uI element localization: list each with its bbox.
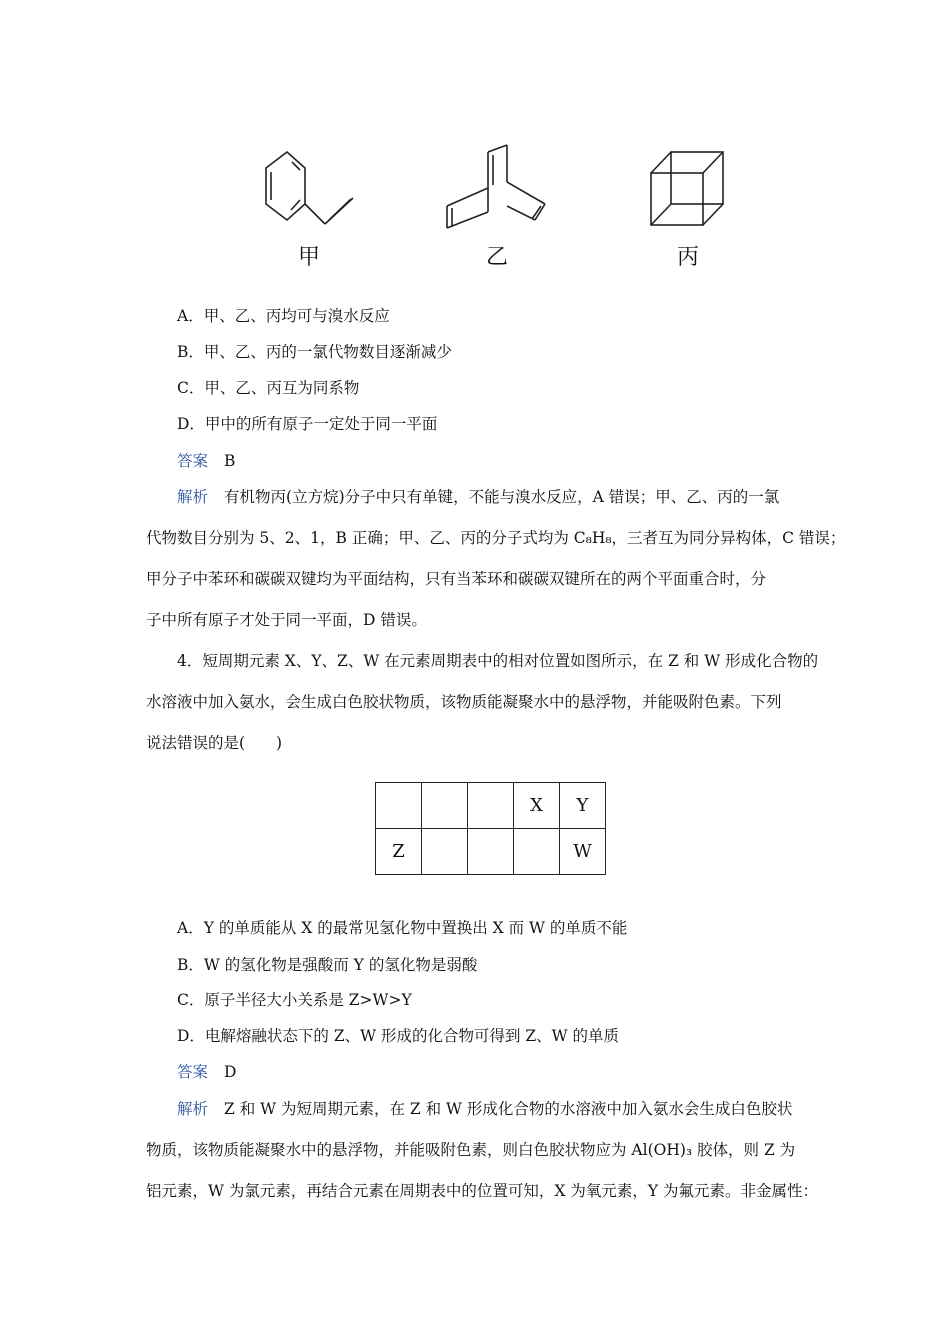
q3-answer-value: B xyxy=(224,452,236,470)
table-cell xyxy=(468,783,514,829)
q4-answer-value: D xyxy=(224,1063,237,1081)
q3-analysis-text-1: 有机物丙(立方烷)分子中只有单键，不能与溴水反应，A 错误；甲、乙、丙的一氯 xyxy=(224,488,780,506)
q4-stem-line-1: 4．短周期元素 X、Y、Z、W 在元素周期表中的相对位置如图所示，在 Z 和 W 形成化合物的 xyxy=(177,652,819,670)
q4-option-b: B．W 的氢化物是强酸而 Y 的氢化物是弱酸 xyxy=(177,956,478,974)
q4-option-c: C．原子半径大小关系是 Z>W>Y xyxy=(177,991,412,1009)
table-cell: X xyxy=(514,783,560,829)
q4-answer-label: 答案 xyxy=(177,1063,209,1081)
q3-analysis-line-4: 子中所有原子才处于同一平面，D 错误。 xyxy=(146,611,427,629)
q4-option-a: A．Y 的单质能从 X 的最常见氢化物中置换出 X 而 W 的单质不能 xyxy=(177,919,628,937)
table-row xyxy=(376,783,606,829)
q3-analysis-line-2: 代物数目分别为 5、2、1，B 正确；甲、乙、丙的分子式均为 C₈H₈，三者互为同分异构体，C 错误； xyxy=(146,529,846,547)
cubane-structure xyxy=(651,152,723,225)
figure-label-bing: 丙 xyxy=(677,245,700,270)
q3-analysis-label: 解析 xyxy=(177,488,209,506)
q3-option-a: A．甲、乙、丙均可与溴水反应 xyxy=(177,307,390,325)
periodic-table-fragment xyxy=(375,782,606,875)
table-row xyxy=(376,829,606,875)
table-cell: W xyxy=(560,829,606,875)
styrene-structure xyxy=(266,152,353,224)
table-cell: Z xyxy=(376,829,422,875)
q3-option-b: B．甲、乙、丙的一氯代物数目逐渐减少 xyxy=(177,343,452,361)
table-cell xyxy=(422,783,468,829)
q4-stem-line-3: 说法错误的是( ) xyxy=(146,734,283,752)
q3-option-d: D．甲中的所有原子一定处于同一平面 xyxy=(177,415,438,433)
table-cell xyxy=(514,829,560,875)
q3-answer xyxy=(177,451,235,471)
q4-answer xyxy=(177,1062,236,1082)
table-cell xyxy=(468,829,514,875)
q4-analysis-label: 解析 xyxy=(177,1100,209,1118)
barrelene-structure xyxy=(447,145,545,228)
q4-option-d: D．电解熔融状态下的 Z、W 形成的化合物可得到 Z、W 的单质 xyxy=(177,1027,620,1045)
q4-analysis-text-1: Z 和 W 为短周期元素，在 Z 和 W 形成化合物的水溶液中加入氨水会生成白色胶状 xyxy=(224,1100,793,1118)
molecule-structures-figure xyxy=(0,0,950,290)
figure-label-jia: 甲 xyxy=(298,245,321,270)
q4-analysis-line-3: 铝元素，W 为氯元素，再结合元素在周期表中的位置可知，X 为氧元素，Y 为氟元素。非金属性： xyxy=(146,1182,818,1200)
q4-analysis-line-2: 物质，该物质能凝聚水中的悬浮物，并能吸附色素，则白色胶状物应为 Al(OH)₃ 胶体，则 Z 为 xyxy=(146,1141,796,1159)
figure-label-yi: 乙 xyxy=(486,245,509,270)
q3-analysis-line-1 xyxy=(177,487,779,507)
q3-answer-label: 答案 xyxy=(177,452,209,470)
table-cell xyxy=(422,829,468,875)
q4-analysis-line-1 xyxy=(177,1099,792,1119)
table-cell: Y xyxy=(560,783,606,829)
q3-option-c: C．甲、乙、丙互为同系物 xyxy=(177,379,360,397)
table-cell xyxy=(376,783,422,829)
q3-analysis-line-3: 甲分子中苯环和碳碳双键均为平面结构，只有当苯环和碳碳双键所在的两个平面重合时，分 xyxy=(146,570,767,588)
q4-stem-line-2: 水溶液中加入氨水，会生成白色胶状物质，该物质能凝聚水中的悬浮物，并能吸附色素。下列 xyxy=(146,693,782,711)
